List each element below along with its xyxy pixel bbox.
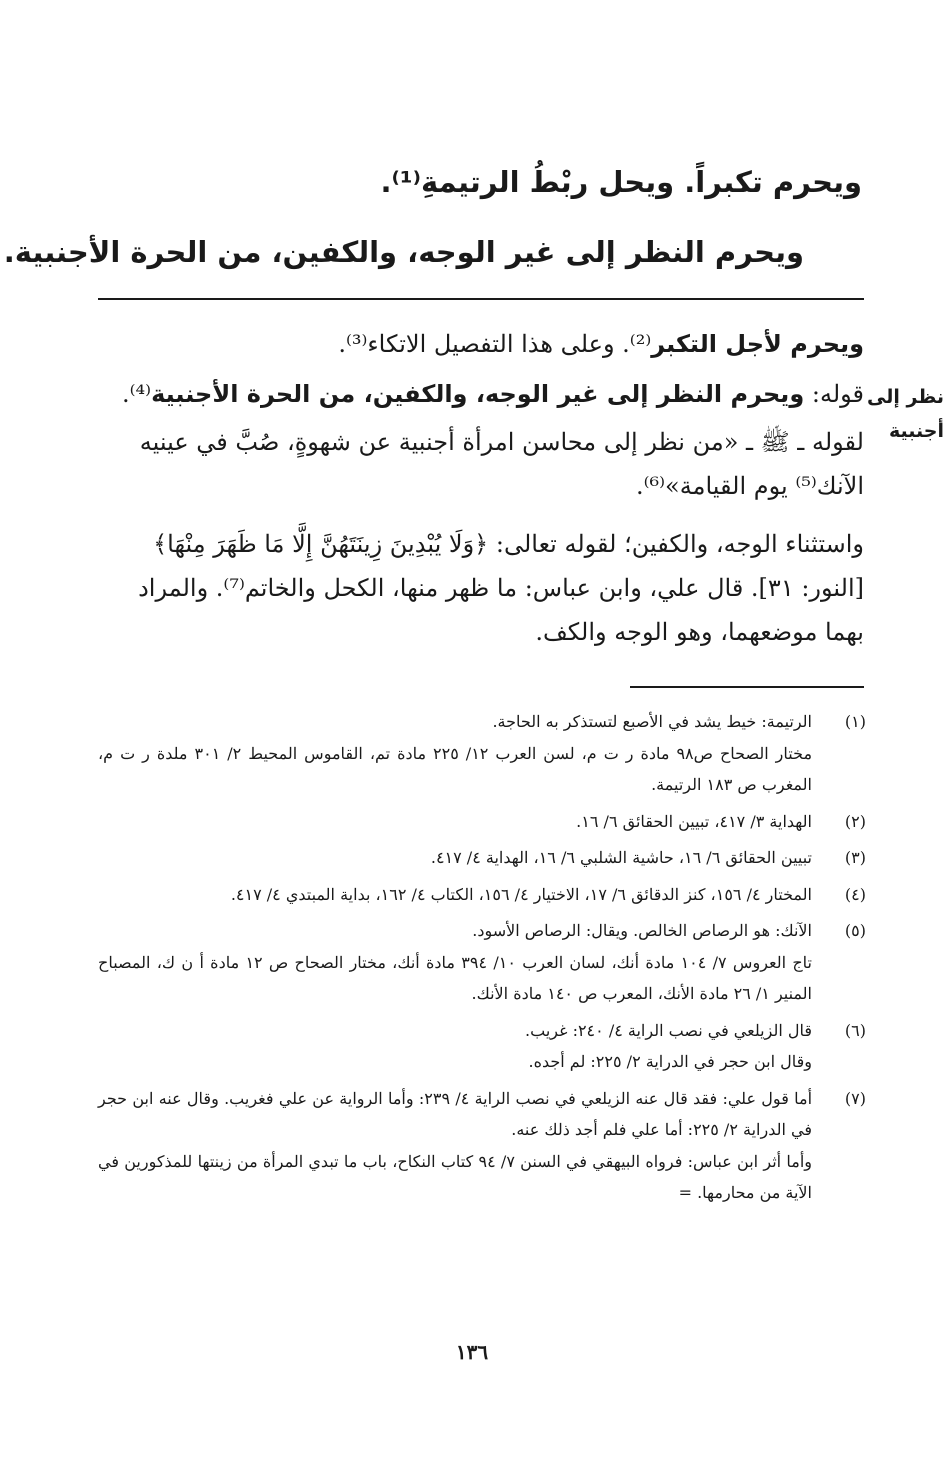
footnote-5 xyxy=(98,915,866,1010)
page-number: ١٣٦ xyxy=(455,1340,489,1364)
footnote-number: (٦) xyxy=(844,1020,866,1040)
footnote-1 xyxy=(98,706,866,801)
commentary-1-bold: ويحرم لأجل التكبر xyxy=(651,330,864,358)
margin-heading xyxy=(867,380,944,448)
footnote-number: (٥) xyxy=(844,921,866,940)
commentary-paragraph-1 xyxy=(98,322,864,366)
margin-heading-line-2: أجنبية xyxy=(889,420,944,442)
footnote-text: وأما أثر ابن عباس: فرواه البيهقي في السنن ٧/ ٩٤ كتاب النكاح، باب ما تبدي المرأة من زينتها للمذكورين في الآية من محارمها. = xyxy=(98,1151,812,1202)
footnote-number: (٧) xyxy=(844,1088,866,1108)
footnote-text: مختار الصحاح ص٩٨ مادة ر ت م، لسن العرب ١٢/ ٢٢٥ مادة تم، القاموس المحيط ٢/ ٣٠١ ملدة ر ت م، المغرب ص ١٨٣ الرتيمة. xyxy=(98,743,813,794)
commentary-paragraph-2 xyxy=(98,372,864,416)
footnote-separator-rule xyxy=(630,686,864,688)
footnote-3 xyxy=(98,842,866,874)
matn-separator-rule xyxy=(98,298,864,300)
commentary-paragraph-4: واستثناء الوجه، والكفين؛ لقوله تعالى: ﴿وَلَا يُبْدِينَ زِينَتَهُنَّ إِلَّا مَا ظَهَرَ مِنْهَا﴾ [النور: ٣١]. قال علي، وابن عباس: ما ظهر منها، الكحل والخاتم⁽⁷⁾. والمراد بهما موضعهما، وهو الوجه والكف. xyxy=(138,530,864,646)
footnote-text: الآنك: هو الرصاص الخالص. ويقال: الرصاص الأسود. xyxy=(472,921,812,940)
footnote-text: وقال ابن حجر في الدراية ٢/ ٢٢٥: لم أجده. xyxy=(528,1052,812,1071)
margin-heading-line-1: نظر إلى xyxy=(867,386,944,408)
footnote-6 xyxy=(98,1015,866,1078)
footnote-4 xyxy=(98,879,866,911)
commentary-2-lead: قوله: xyxy=(804,380,864,408)
footnote-text: الرتيمة: خيط يشد في الأصبع لتستذكر به الحاجة. xyxy=(492,712,812,731)
footnote-text: قال الزيلعي في نصب الراية ٤/ ٢٤٠: غريب. xyxy=(525,1020,812,1040)
footnote-text: تاج العروس ٧/ ١٠٤ مادة أنك، لسان العرب ١٠/ ٣٩٤ مادة أنك، مختار الصحاح ص ١٢ مادة أ ن ك، المصباح المنير ١/ ٢٦ مادة الأنك، المعرب ص ١٤٠ مادة الأنك. xyxy=(98,952,813,1003)
matn-line-1: ويحرم تكبراً. ويحل ربْطُ الرتيمةِ⁽¹⁾. xyxy=(380,165,862,199)
footnote-text: أما قول علي: فقد قال عنه الزيلعي في نصب الراية ٤/ ٢٣٩: وأما الرواية عن علي فغريب. وقال عنه ابن حجر في الدراية ٢/ ٢٢٥: أما علي فلم أجد ذلك عنه. xyxy=(98,1088,813,1139)
footnote-text: الهداية ٣/ ٤١٧، تبيين الحقائق ٦/ ١٦. xyxy=(576,811,812,831)
footnote-number: (٤) xyxy=(844,884,866,904)
footnote-text: المختار ٤/ ١٥٦، كنز الدقائق ٦/ ١٧، الاختيار ٤/ ١٥٦، الكتاب ٤/ ١٦٢، بداية المبتدي ٤/ ٤١٧. xyxy=(230,884,812,904)
footnotes xyxy=(98,706,866,1214)
footnote-number: (٢) xyxy=(844,811,866,831)
footnote-number: (١) xyxy=(844,712,866,731)
matn-line-2: ويحرم النظر إلى غير الوجه، والكفين، من الحرة الأجنبية. xyxy=(3,235,804,269)
commentary-paragraph-3: لقوله ـ ﷺ ـ «من نظر إلى محاسن امرأة أجنبية عن شهوةٍ، صُبَّ في عينيه الآنك⁽⁵⁾ يوم القيامة»⁽⁶⁾. xyxy=(139,428,864,500)
footnote-text: تبيين الحقائق ٦/ ١٦، حاشية الشلبي ٦/ ١٦، الهداية ٤/ ٤١٧. xyxy=(430,848,812,867)
commentary-1-rest: ⁽²⁾. وعلى هذا التفصيل الاتكاء⁽³⁾. xyxy=(338,330,652,358)
footnote-7 xyxy=(98,1083,866,1209)
footnote-2 xyxy=(98,806,866,838)
commentary-2-bold: ويحرم النظر إلى غير الوجه، والكفين، من الحرة الأجنبية xyxy=(151,380,805,408)
footnote-number: (٣) xyxy=(844,848,866,867)
commentary-2-tail: ⁽⁴⁾. xyxy=(122,380,152,408)
